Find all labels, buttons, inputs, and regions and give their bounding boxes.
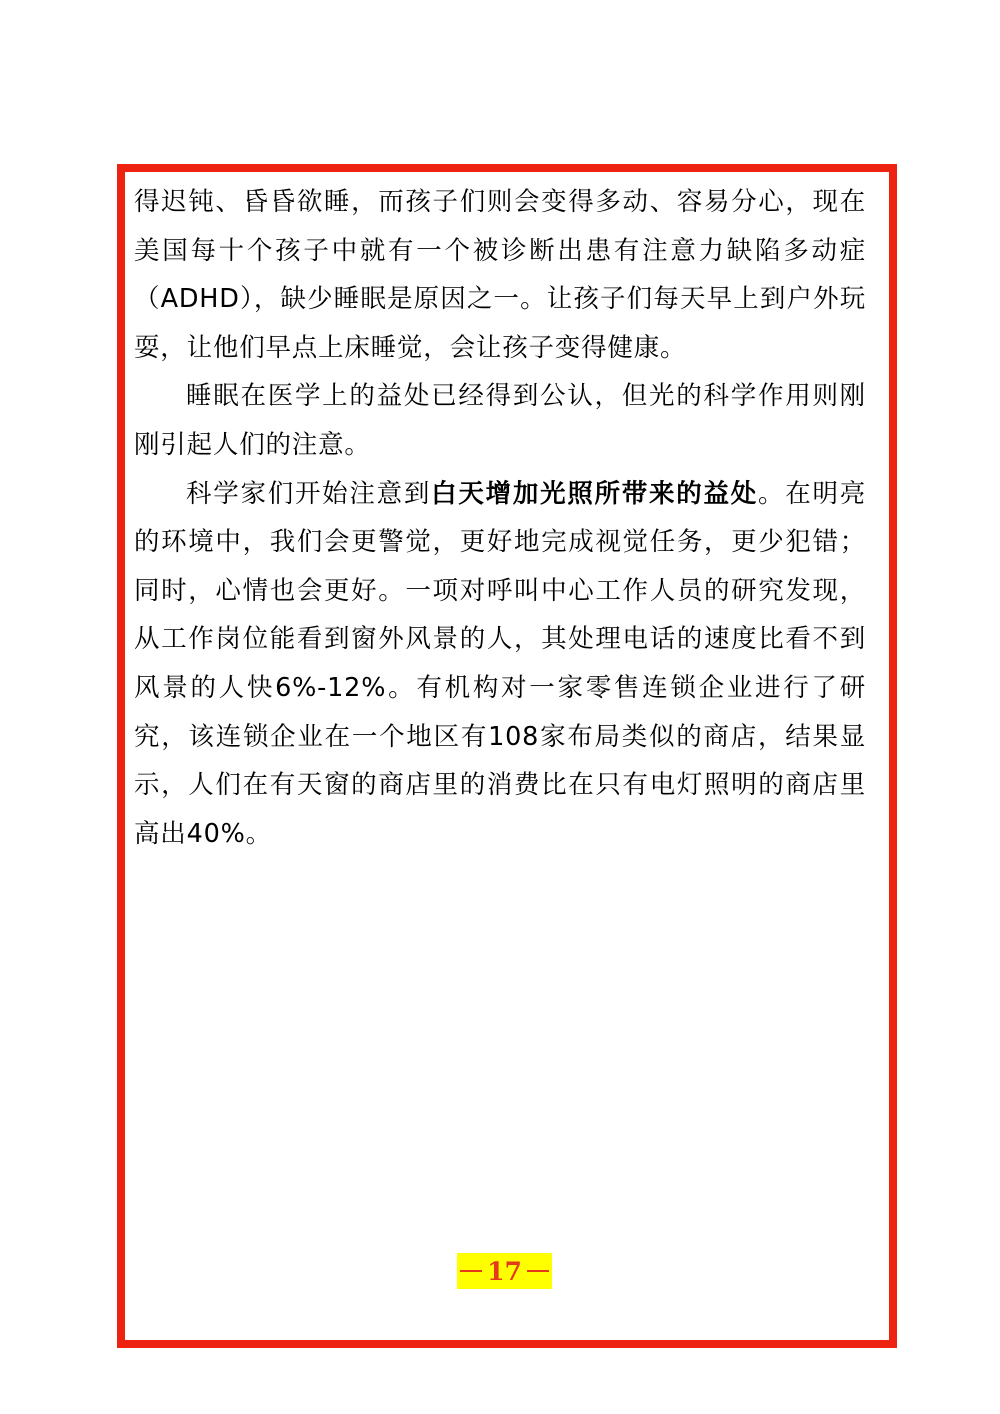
page-number: 17	[487, 1256, 522, 1286]
page-number-badge	[457, 1253, 552, 1289]
paragraph-2-text: 睡眠在医学上的益处已经得到公认，但光的科学作用则刚刚引起人们的注意。	[134, 381, 866, 460]
right-dash-icon	[527, 1270, 549, 1272]
paragraph-1	[134, 178, 866, 372]
body-text	[134, 178, 866, 858]
paragraph-3-bold-phrase: 白天增加光照所带来的益处	[431, 478, 758, 509]
paragraph-2	[134, 372, 866, 469]
left-dash-icon	[460, 1270, 482, 1272]
paragraph-1-text: 得迟钝、昏昏欲睡，而孩子们则会变得多动、容易分心，现在美国每十个孩子中就有一个被诊断出患有注意力缺陷多动症（ADHD），缺少睡眠是原因之一。让孩子们每天早上到户外玩耍，让他们早点上床睡觉，会让孩子变得健康。	[134, 187, 866, 363]
paragraph-3	[134, 470, 866, 859]
paragraph-3-text-body: 。在明亮的环境中，我们会更警觉，更好地完成视觉任务，更少犯错；同时，心情也会更好。一项对呼叫中心工作人员的研究发现，从工作岗位能看到窗外风景的人，其处理电话的速度比看不到风景的人快6%-12%。有机构对一家零售连锁企业进行了研究，该连锁企业在一个地区有108家布局类似的商店，结果显示，人们在有天窗的商店里的消费比在只有电灯照明的商店里高出40%。	[134, 478, 866, 849]
paragraph-3-text-intro: 科学家们开始注意到	[186, 478, 432, 509]
